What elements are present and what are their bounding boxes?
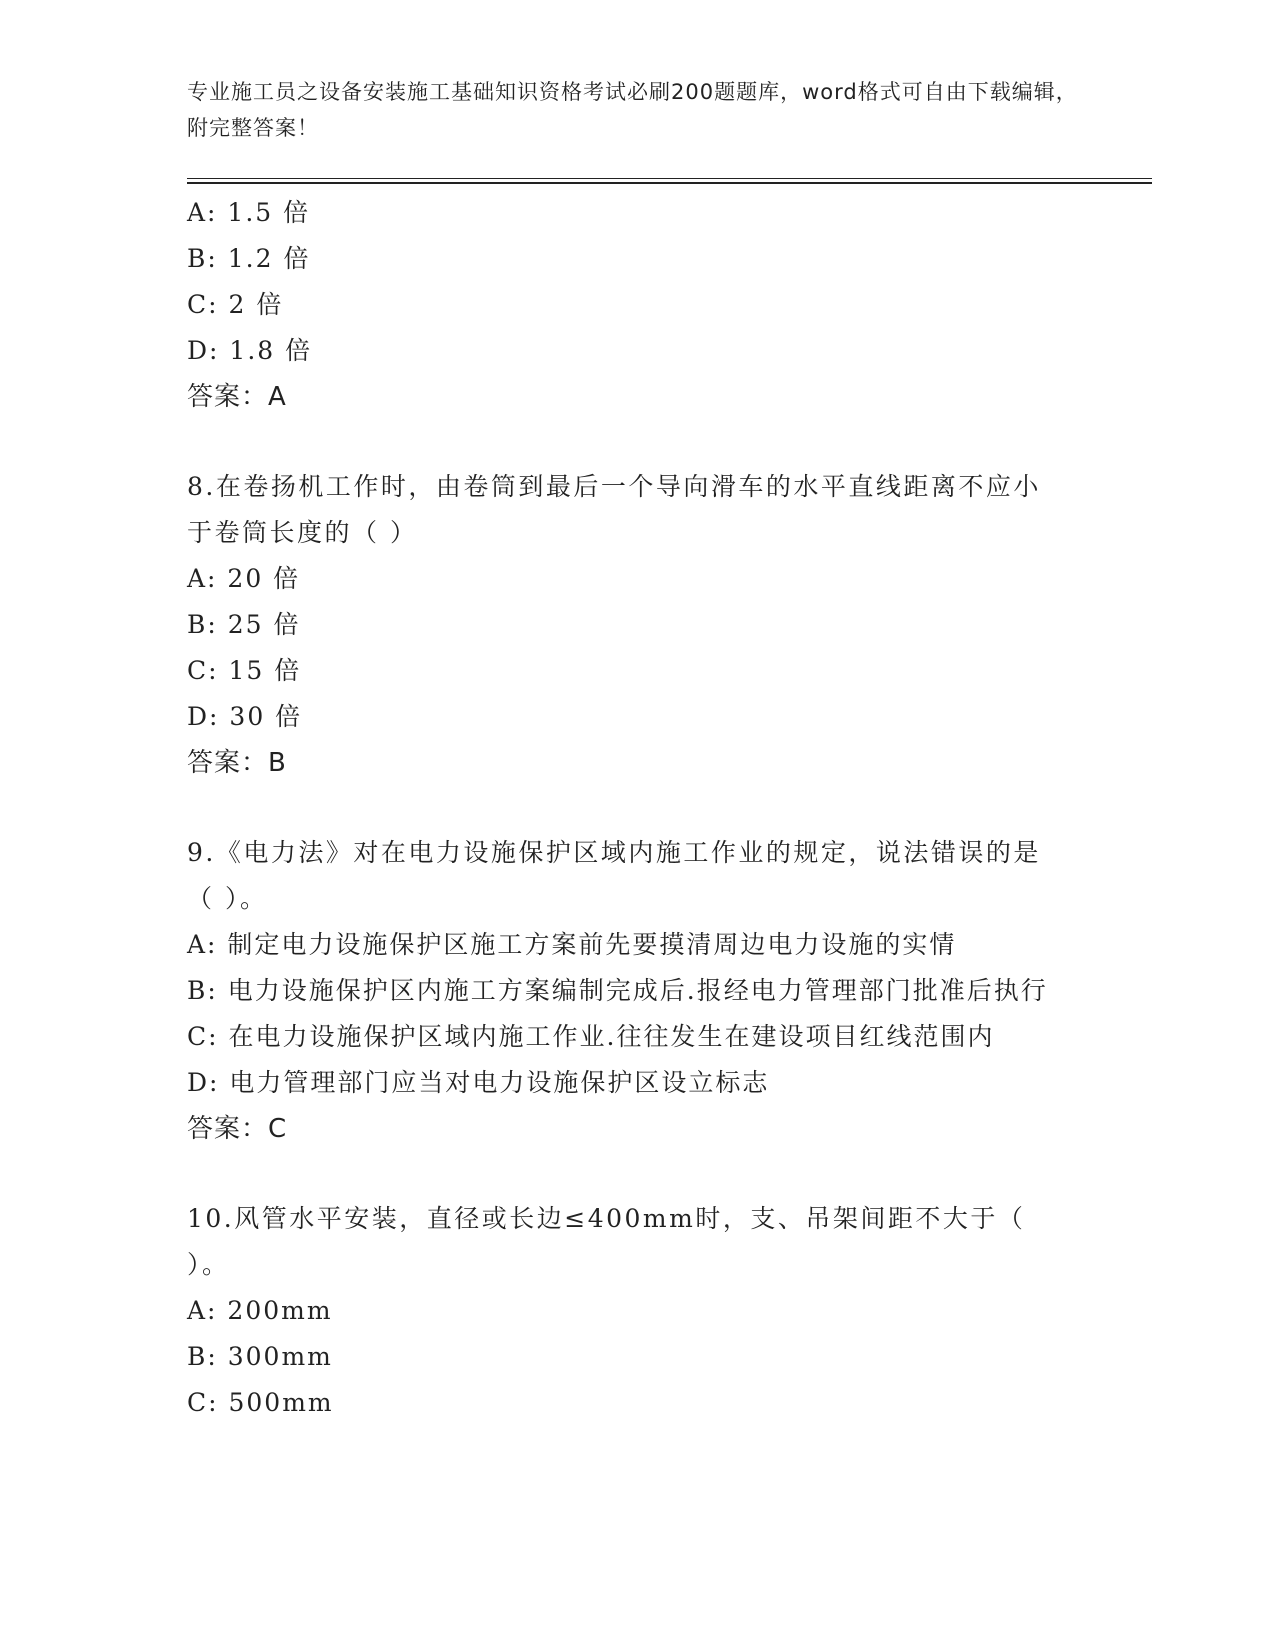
option-c: C: 15 倍 [187, 656, 302, 685]
header-title: 专业施工员之设备安装施工基础知识资格考试必刷200题题库，word格式可自由下载编辑，附完整答案！ [187, 80, 1078, 140]
option-c: C: 在电力设施保护区域内施工作业.往往发生在建设项目红线范围内 [187, 1022, 995, 1051]
spacer [187, 1152, 1067, 1196]
option-b: B: 25 倍 [187, 610, 301, 639]
question-text: 10.风管水平安装，直径或长边≤400mm时，支、吊架间距不大于（ ）。 [187, 1204, 1026, 1279]
answer-label: 答案：B [187, 748, 287, 778]
question-text: 9.《电力法》对在电力设施保护区域内施工作业的规定，说法错误的是（ ）。 [187, 838, 1041, 913]
spacer [187, 786, 1067, 830]
option-b: B: 1.2 倍 [187, 244, 311, 273]
option-a: A: 20 倍 [187, 564, 301, 593]
answer-label: 答案：A [187, 382, 287, 412]
document-header [187, 74, 1087, 146]
answer-label: 答案：C [187, 1114, 288, 1144]
question-8-block [187, 464, 1067, 786]
spacer [187, 420, 1067, 464]
option-c: C: 500mm [187, 1388, 334, 1417]
question-9-block [187, 830, 1067, 1152]
option-a: A: 200mm [187, 1296, 333, 1325]
header-rule-thin [187, 178, 1152, 179]
option-b: B: 300mm [187, 1342, 333, 1371]
option-a: A: 1.5 倍 [187, 198, 311, 227]
option-d: D: 30 倍 [187, 702, 303, 731]
option-d: D: 1.8 倍 [187, 336, 313, 365]
header-rule-thick [187, 182, 1152, 184]
option-d: D: 电力管理部门应当对电力设施保护区设立标志 [187, 1068, 770, 1097]
question-list [187, 190, 1067, 1426]
question-7-block [187, 190, 1067, 420]
option-b: B: 电力设施保护区内施工方案编制完成后.报经电力管理部门批准后执行 [187, 976, 1048, 1005]
question-text: 8.在卷扬机工作时，由卷筒到最后一个导向滑车的水平直线距离不应小于卷筒长度的（ ） [187, 472, 1041, 547]
question-10-block [187, 1196, 1067, 1426]
option-a: A: 制定电力设施保护区施工方案前先要摸清周边电力设施的实情 [187, 930, 957, 959]
option-c: C: 2 倍 [187, 290, 284, 319]
